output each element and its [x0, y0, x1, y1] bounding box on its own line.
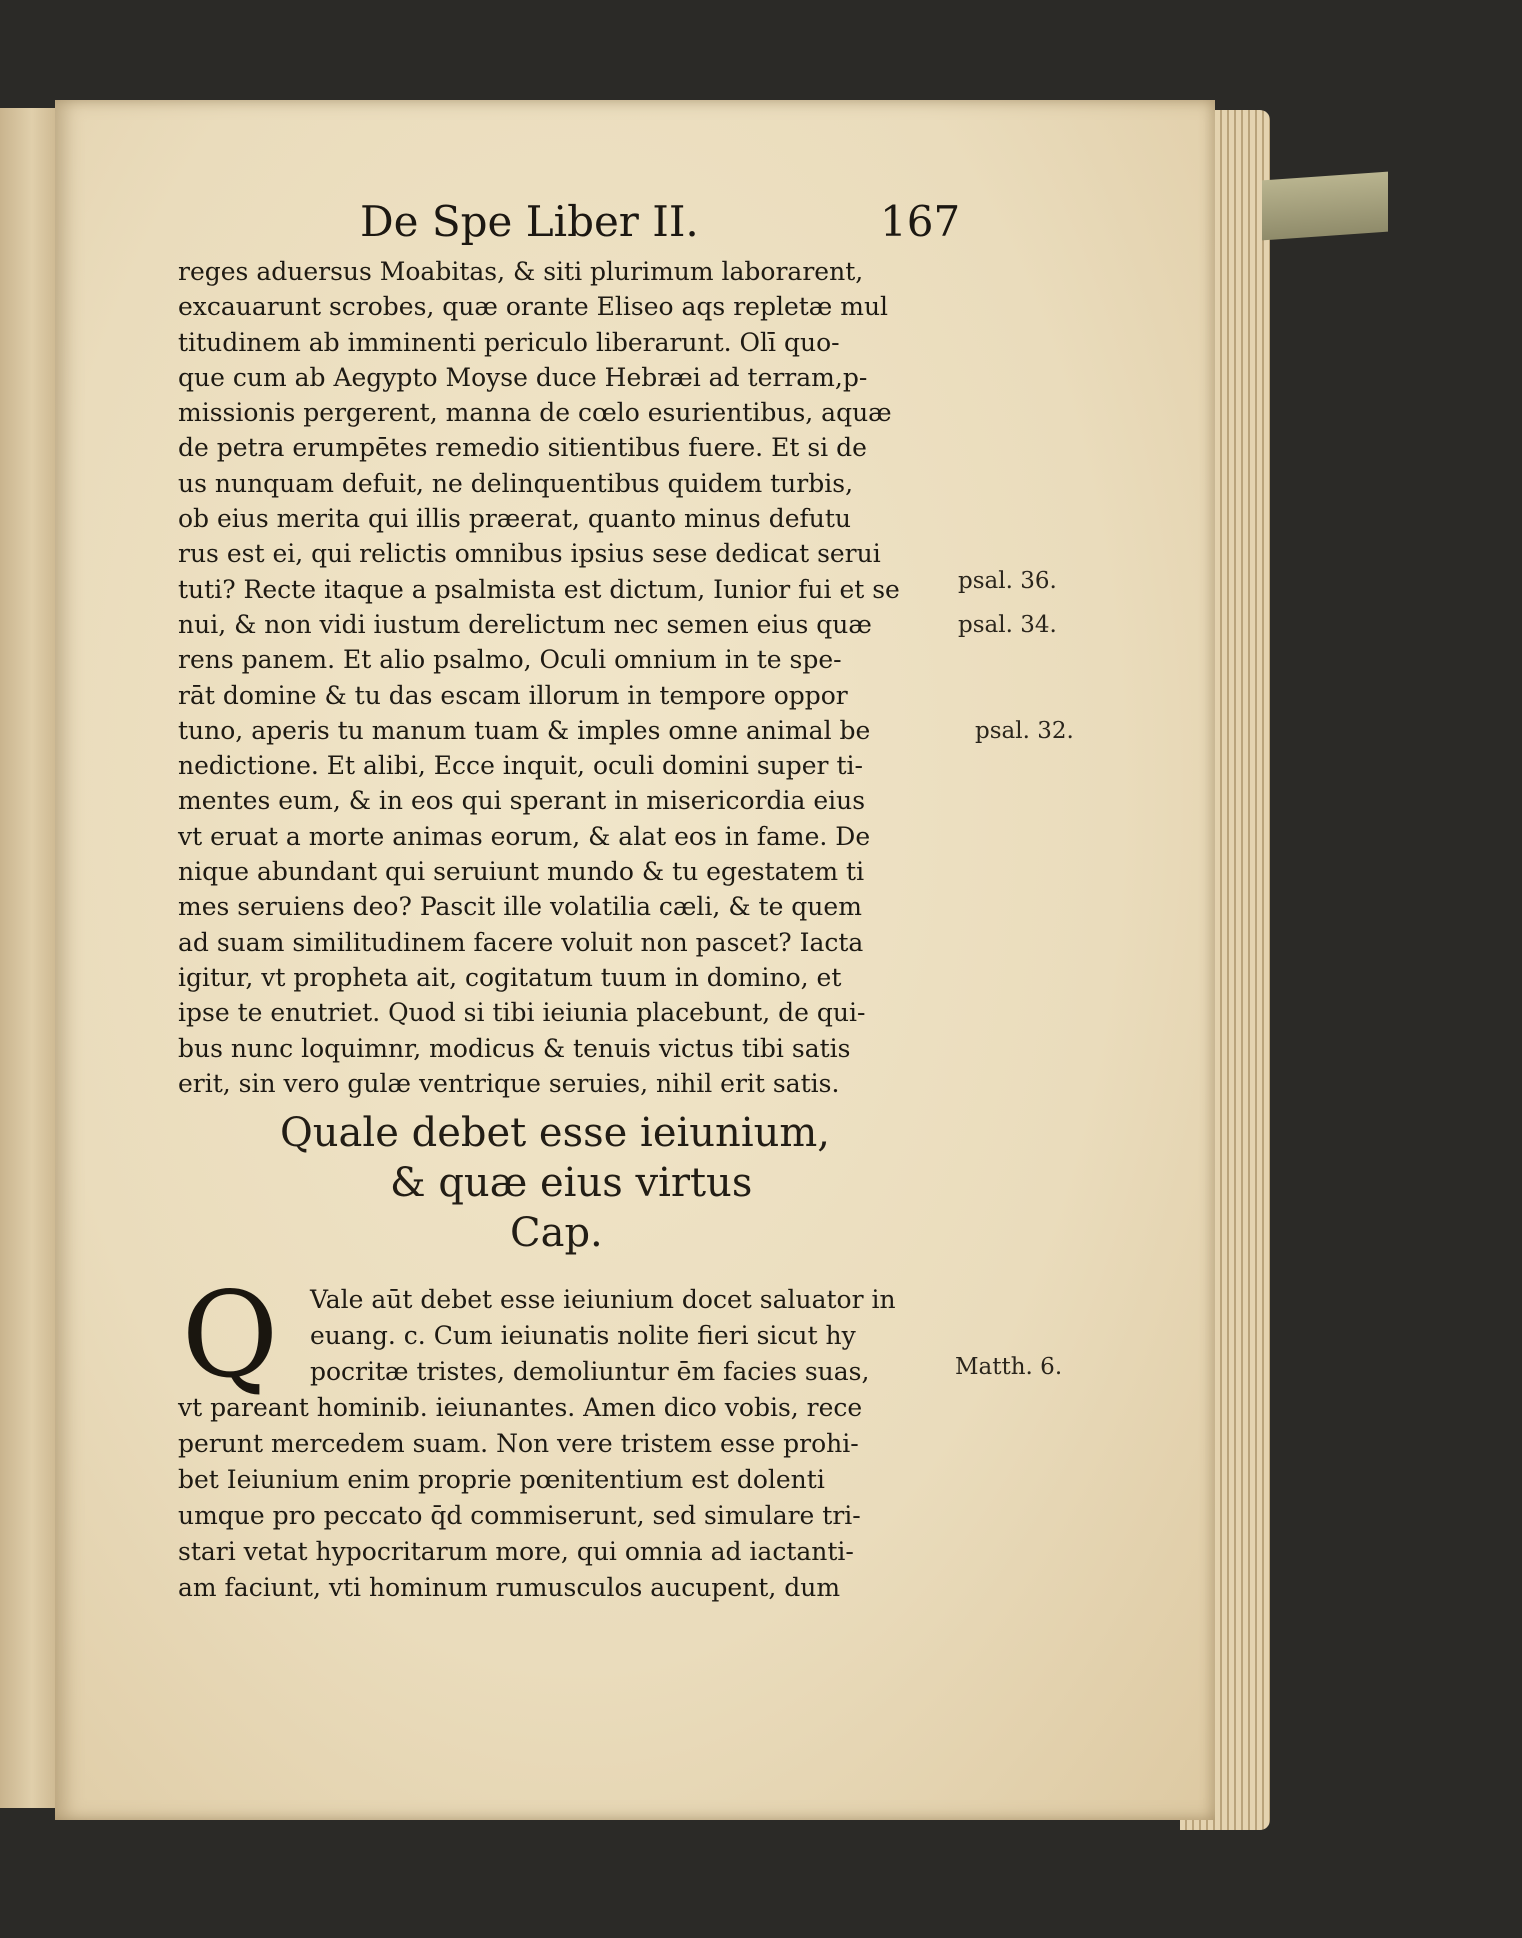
- text-line: bet Ieiunium enim proprie pœnitentium est dolenti: [178, 1465, 825, 1494]
- text-line: rens panem. Et alio psalmo, Oculi omnium in te spe-: [178, 645, 842, 675]
- chapter-text-full: [178, 1390, 958, 1606]
- text-line: nedictione. Et alibi, Ecce inquit, oculi domini super ti-: [178, 751, 863, 781]
- text-line: tuti? Recte itaque a psalmista est dictum, Iunior fui et se: [178, 574, 900, 604]
- running-title: De Spe Liber II.: [360, 197, 699, 246]
- text-line: perunt mercedem suam. Non vere tristem esse prohi-: [178, 1429, 859, 1458]
- marginal-note: psal. 34.: [958, 612, 1057, 638]
- text-line: missionis pergerent, manna de cœlo esurientibus, aquæ: [178, 398, 892, 428]
- text-line: vt eruat a morte animas eorum, & alat eos in fame. De: [178, 821, 871, 851]
- page-number: 167: [880, 197, 961, 246]
- text-line: nique abundant qui seruiunt mundo & tu egestatem ti: [178, 857, 865, 887]
- text-line: ipse te enutriet. Quod si tibi ieiunia placebunt, de qui-: [178, 998, 866, 1028]
- text-line: reges aduersus Moabitas, & siti plurimum laborarent,: [178, 257, 864, 286]
- text-line: que cum ab Aegypto Moyse duce Hebræi ad terram,p-: [178, 362, 868, 392]
- text-line: tuno, aperis tu manum tuam & imples omne animal be: [178, 715, 871, 745]
- text-line: rāt domine & tu das escam illorum in tempore oppor: [178, 680, 848, 710]
- text-line: mentes eum, & in eos qui sperant in misericordia eius: [178, 786, 866, 816]
- text-line: bus nunc loquimnr, modicus & tenuis victus tibi satis: [178, 1033, 851, 1063]
- text-line: euang. c. Cum ieiunatis nolite fieri sicut hy: [310, 1321, 856, 1350]
- marginal-note: Matth. 6.: [955, 1354, 1063, 1380]
- text-line: ad suam similitudinem facere voluit non pascet? Iacta: [178, 927, 864, 957]
- green-page-tab: [1262, 172, 1388, 241]
- text-line: excauarunt scrobes, quæ orante Eliseo aqs repletæ mul: [178, 292, 889, 322]
- chapter-heading-line: Quale debet esse ieiunium,: [280, 1110, 831, 1156]
- chapter-heading: [270, 1108, 831, 1258]
- text-line: titudinem ab imminenti periculo liberarunt. Olī quo-: [178, 327, 840, 357]
- text-line: nui, & non vidi iustum derelictum nec semen eius quæ: [178, 609, 872, 639]
- facing-left-page-edge: [0, 108, 60, 1808]
- text-line: rus est ei, qui relictis omnibus ipsius sese dedicat serui: [178, 539, 881, 569]
- text-line: igitur, vt propheta ait, cogitatum tuum in domino, et: [178, 962, 842, 992]
- chapter-heading-line: Cap.: [510, 1210, 603, 1256]
- text-line: us nunquam defuit, ne delinquentibus quidem turbis,: [178, 468, 854, 498]
- page-header: [360, 194, 960, 250]
- text-line: stari vetat hypocritarum more, qui omnia ad iactanti-: [178, 1537, 854, 1566]
- text-line: Vale aūt debet esse ieiunium docet saluator in: [310, 1285, 896, 1314]
- text-line: am faciunt, vti hominum rumusculos aucupent, dum: [178, 1573, 841, 1602]
- text-line: mes seruiens deo? Pascit ille volatilia cæli, & te quem: [178, 892, 862, 922]
- text-line: vt pareant hominib. ieiunantes. Amen dico vobis, rece: [178, 1393, 863, 1422]
- marginal-note: psal. 32.: [975, 718, 1074, 744]
- text-line: pocritæ tristes, demoliuntur ēm facies suas,: [310, 1357, 870, 1386]
- main-text-block: [178, 254, 958, 1101]
- text-line: de petra erumpētes remedio sitientibus fuere. Et si de: [178, 433, 867, 463]
- text-line: ob eius merita qui illis præerat, quanto minus defutu: [178, 504, 851, 534]
- chapter-text-indented: [310, 1282, 960, 1390]
- marginal-note: psal. 36.: [958, 568, 1057, 594]
- chapter-heading-line: & quæ eius virtus: [390, 1160, 753, 1206]
- text-line: umque pro peccato q̄d commiserunt, sed simulare tri-: [178, 1501, 861, 1530]
- decorated-initial: Q: [181, 1266, 279, 1404]
- text-line: erit, sin vero gulæ ventrique seruies, nihil erit satis.: [178, 1068, 840, 1098]
